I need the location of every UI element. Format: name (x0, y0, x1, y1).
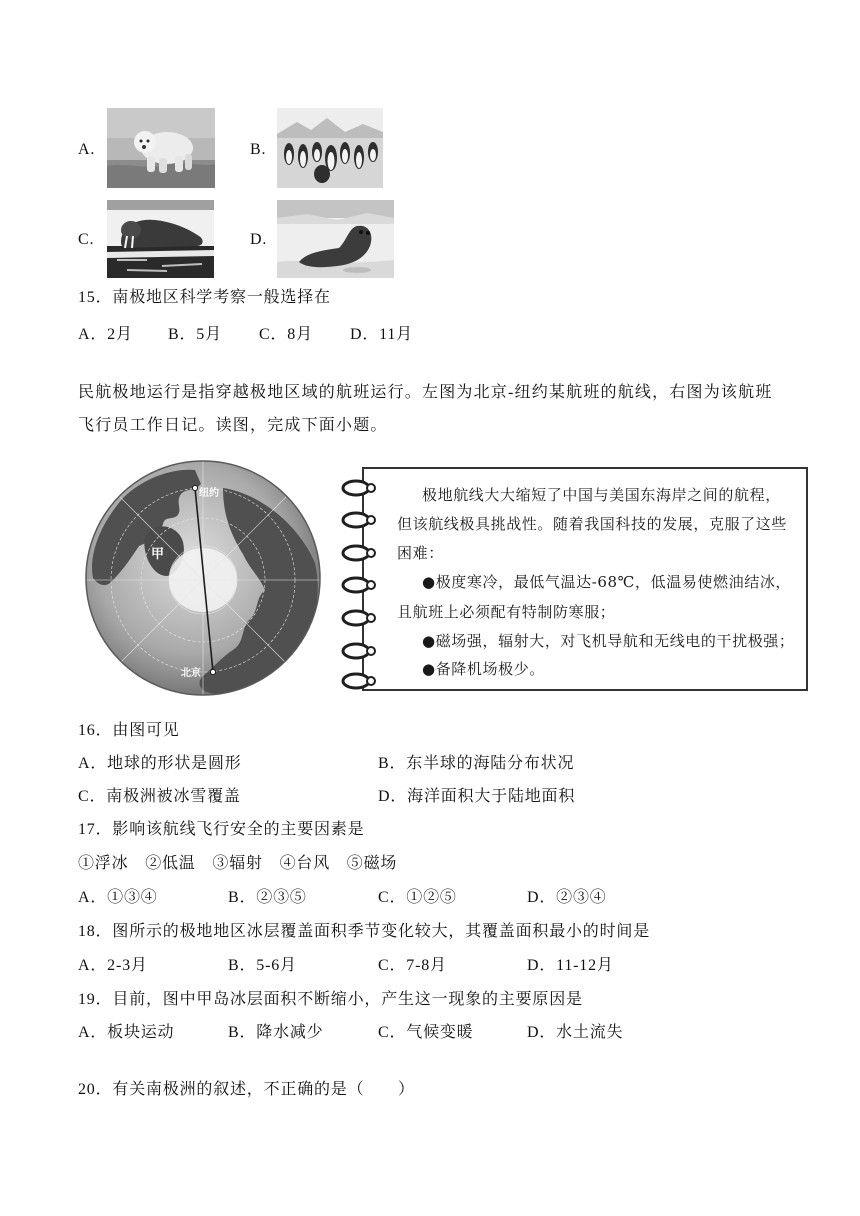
option-label-c: C. (78, 231, 95, 248)
q15-option-d: D．11月 (350, 326, 413, 343)
q15-option-a: A．2月 (78, 326, 133, 343)
diary-line-1: 极地航线大大缩短了中国与美国东海岸之间的航程， (422, 486, 781, 504)
polar-bear-photo (107, 108, 215, 188)
q16-option-d: D．海洋面积大于陆地面积 (378, 788, 576, 805)
notebook-ring (343, 513, 375, 527)
q17-stem: 17．影响该航线飞行安全的主要因素是 (78, 821, 365, 838)
q18-option-c: C．7-8月 (378, 957, 447, 974)
q20-stem: 20．有关南极洲的叙述，不正确的是（ ） (78, 1081, 415, 1098)
notebook-ring (343, 578, 375, 592)
option-label-a: A. (78, 141, 96, 158)
passage-line-2: 飞行员工作日记。读图，完成下面小题。 (78, 417, 388, 434)
q19-option-a: A．板块运动 (78, 1024, 175, 1041)
notebook-ring (343, 644, 375, 658)
beijing-marker (210, 669, 215, 674)
option-label-b: B. (250, 141, 267, 158)
q18-stem: 18．图所示的极地地区冰层覆盖面积季节变化较大，其覆盖面积最小的时间是 (78, 923, 651, 940)
q18-option-a: A．2-3月 (78, 957, 148, 974)
q17-option-b: B．②③⑤ (228, 889, 307, 906)
passage-line-1: 民航极地运行是指穿越极地区域的航班运行。左图为北京-纽约某航班的航线，右图为该航班 (78, 384, 773, 401)
arctic-globe-map (83, 458, 323, 698)
diary-line-2: 但该航线极具挑战性。随着我国科技的发展，克服了这些 (397, 515, 788, 533)
q17-option-a: A．①③④ (78, 889, 158, 906)
q16-option-a: A．地球的形状是圆形 (78, 755, 242, 772)
diary-line-7: ●备降机场极少。 (422, 660, 545, 678)
new-york-marker (192, 485, 197, 490)
beijing-label: 北京 (181, 668, 201, 679)
seal-photo (277, 200, 394, 278)
walrus-photo (107, 200, 214, 278)
diary-line-5: 且航班上必须配有特制防寒服； (397, 603, 616, 621)
notebook-ring (343, 546, 375, 560)
q19-stem: 19．目前，图中甲岛冰层面积不断缩小，产生这一现象的主要原因是 (78, 991, 583, 1008)
q19-option-d: D．水土流失 (527, 1024, 624, 1041)
diary-line-3: 困难： (397, 544, 444, 562)
q17-option-d: D．②③④ (527, 889, 607, 906)
notebook-ring (343, 611, 375, 625)
q15-option-c: C．8月 (259, 326, 313, 343)
new-york-label: 纽约 (199, 488, 219, 499)
q16-stem: 16．由图可见 (78, 722, 180, 739)
q19-option-b: B．降水减少 (228, 1024, 324, 1041)
island-jia-label: 甲 (151, 547, 165, 562)
penguins-photo (277, 108, 383, 188)
q18-option-d: D．11-12月 (527, 957, 614, 974)
option-label-d: D. (250, 231, 268, 248)
notebook-ring (343, 481, 375, 495)
diary-line-4: ●极度寒冷，最低气温达-68℃，低温易使燃油结冰， (422, 573, 792, 591)
q17-option-c: C．①②⑤ (378, 889, 457, 906)
diary-line-6: ●磁场强，辐射大，对飞机导航和无线电的干扰极强； (422, 632, 795, 650)
q17-factors: ①浮冰 ②低温 ③辐射 ④台风 ⑤磁场 (78, 855, 398, 872)
q19-option-c: C．气候变暖 (378, 1024, 474, 1041)
notebook-ring (343, 674, 375, 688)
q16-option-c: C．南极洲被冰雪覆盖 (78, 788, 241, 805)
q15-option-b: B．5月 (168, 326, 222, 343)
notebook-rings (338, 470, 384, 694)
q18-option-b: B．5-6月 (228, 957, 297, 974)
q16-option-b: B．东半球的海陆分布状况 (378, 755, 575, 772)
q15-stem: 15．南极地区科学考察一般选择在 (78, 289, 331, 306)
